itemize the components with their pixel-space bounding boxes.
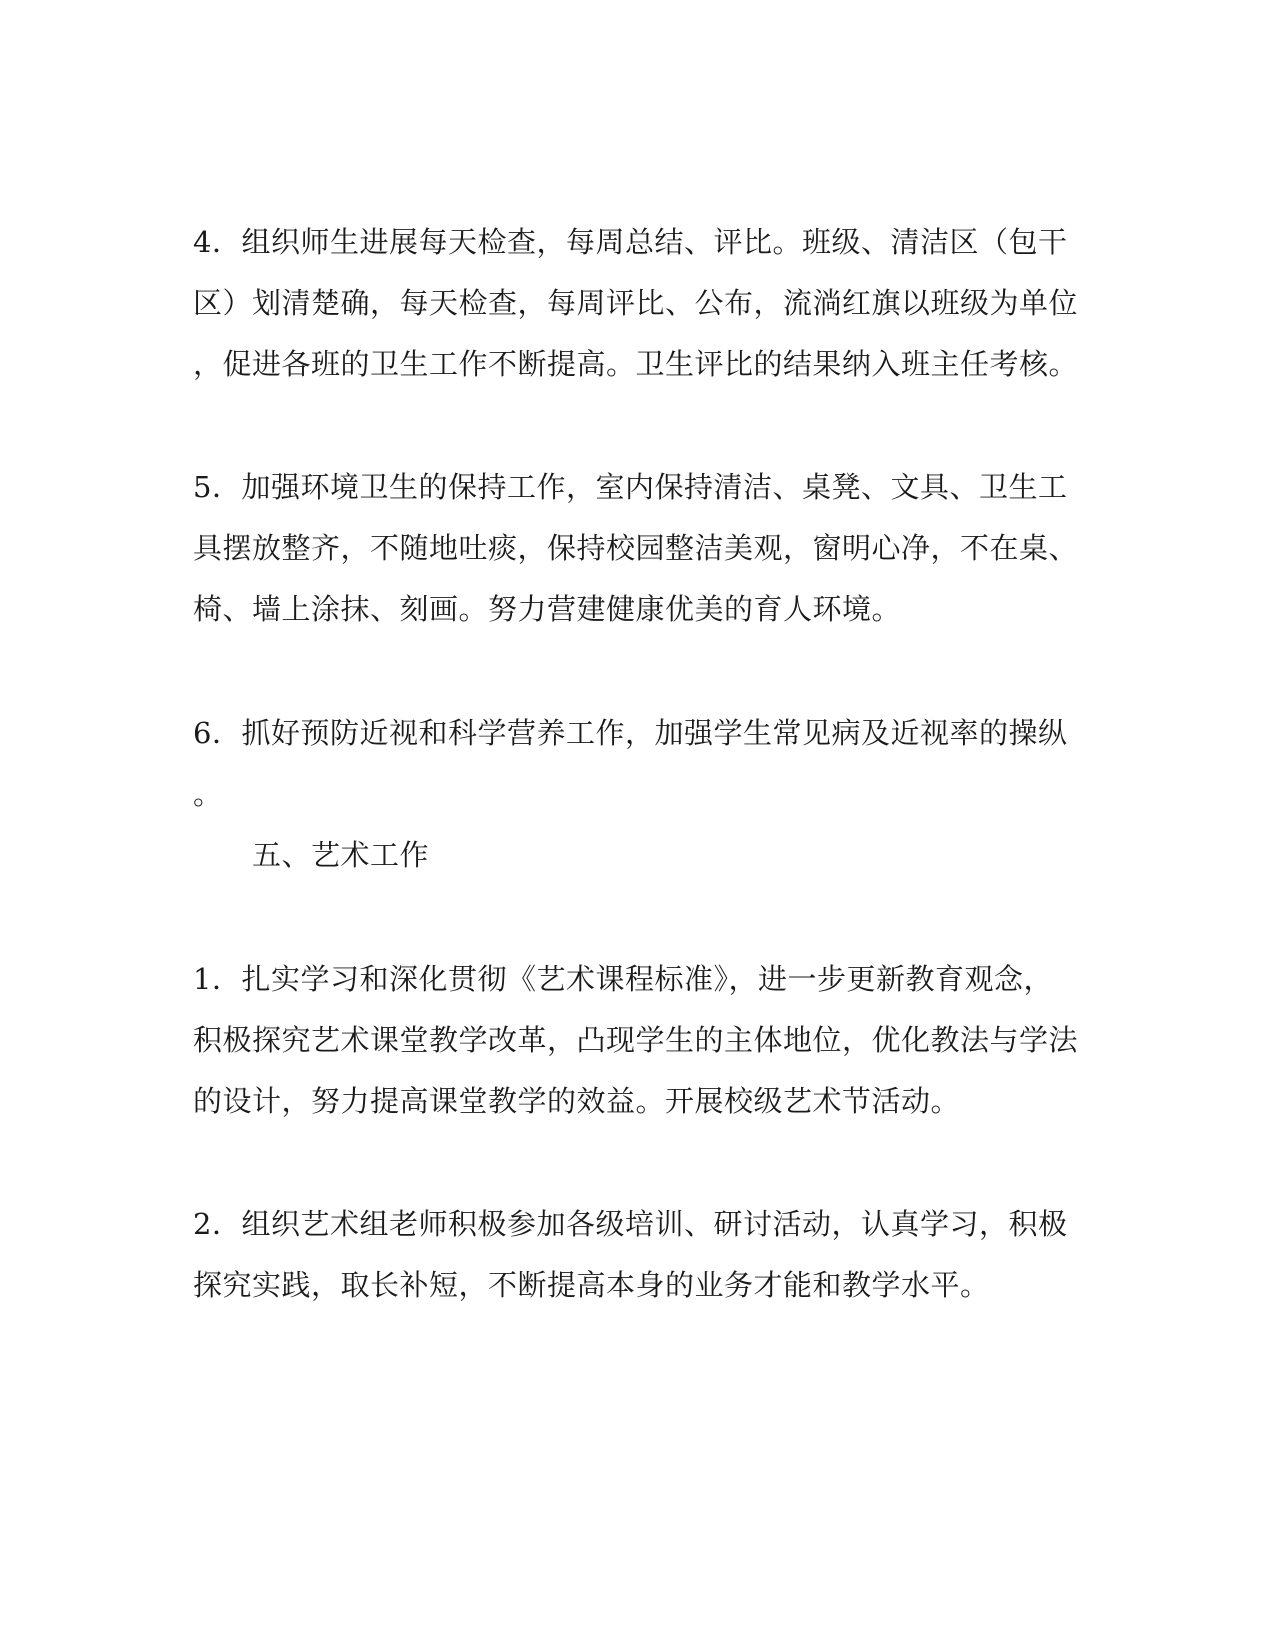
text-line: 具摆放整齐，不随地吐痰，保持校园整洁美观，窗明心净，不在桌、 [193, 531, 1079, 565]
text-line: 探究实践，取长补短，不断提高本身的业务才能和教学水平。 [193, 1268, 990, 1302]
text-line: 的设计，努力提高课堂教学的效益。开展校级艺术节活动。 [193, 1084, 961, 1118]
text-line: 1．扎实学习和深化贯彻《艺术课程标准》，进一步更新教育观念， [193, 962, 1053, 996]
text-line: 积极探究艺术课堂教学改革，凸现学生的主体地位，优化教法与学法 [193, 1023, 1079, 1057]
text-line: ，促进各班的卫生工作不断提高。卫生评比的结果纳入班主任考核。 [193, 347, 1079, 381]
text-line: 椅、墙上涂抹、刻画。努力营建健康优美的育人环境。 [193, 592, 902, 626]
text-line: 。 [193, 777, 223, 811]
section-heading-text: 五、艺术工作 [252, 838, 430, 872]
text-line: 区）划清楚确，每天检查，每周评比、公布，流淌红旗以班级为单位 [193, 286, 1079, 320]
text-line: 5．加强环境卫生的保持工作，室内保持清洁、桌凳、文具、卫生工 [193, 470, 1068, 504]
text-line: 4．组织师生进展每天检查，每周总结、评比。班级、清洁区（包干 [193, 225, 1068, 259]
text-line: 2．组织艺术组老师积极参加各级培训、研讨活动，认真学习，积极 [193, 1207, 1068, 1241]
text-line: 6．抓好预防近视和科学营养工作，加强学生常见病及近视率的操纵 [193, 716, 1068, 750]
